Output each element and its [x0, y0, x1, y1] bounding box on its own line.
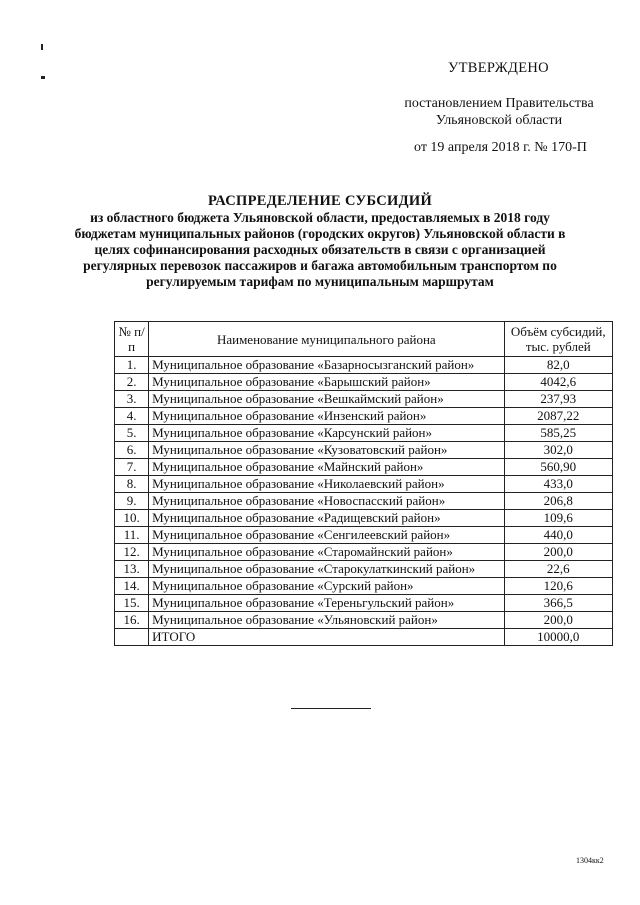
row-value: 200,0 — [504, 612, 612, 629]
row-num: 4. — [115, 408, 149, 425]
row-num: 16. — [115, 612, 149, 629]
row-name: Муниципальное образование «Барышский район» — [149, 374, 504, 391]
row-name: Муниципальное образование «Новоспасский район» — [149, 493, 504, 510]
table-row — [115, 357, 613, 374]
total-label: ИТОГО — [149, 629, 504, 646]
row-name: Муниципальное образование «Базарносызганский район» — [149, 357, 504, 374]
table-row — [115, 578, 613, 595]
row-name: Муниципальное образование «Старокулаткинский район» — [149, 561, 504, 578]
table-row — [115, 595, 613, 612]
row-value: 206,8 — [504, 493, 612, 510]
table-row — [115, 493, 613, 510]
table-body — [115, 357, 613, 629]
row-value: 200,0 — [504, 544, 612, 561]
table-row — [115, 476, 613, 493]
title-main: РАСПРЕДЕЛЕНИЕ СУБСИДИЙ — [207, 193, 433, 209]
row-value: 237,93 — [504, 391, 612, 408]
table-row — [115, 391, 613, 408]
row-num: 12. — [115, 544, 149, 561]
row-name: Муниципальное образование «Сенгилеевский район» — [149, 527, 504, 544]
document-code: 1304кк2 — [576, 856, 604, 865]
resolution-date: от 19 апреля 2018 г. № 170-П — [414, 140, 587, 155]
header-value: Объём субсидий, тыс. рублей — [504, 322, 612, 357]
row-value: 366,5 — [504, 595, 612, 612]
row-value: 22,6 — [504, 561, 612, 578]
table-row — [115, 425, 613, 442]
row-name: Муниципальное образование «Инзенский район» — [149, 408, 504, 425]
row-num: 10. — [115, 510, 149, 527]
table-row — [115, 374, 613, 391]
row-name: Муниципальное образование «Карсунский район» — [149, 425, 504, 442]
row-name: Муниципальное образование «Радищевский район» — [149, 510, 504, 527]
row-value: 2087,22 — [504, 408, 612, 425]
table-row — [115, 544, 613, 561]
row-num: 7. — [115, 459, 149, 476]
title-subtitle: из областного бюджета Ульяновской области, предоставляемых в 2018 году бюджетам муниципальных районов (городских округов) Ульяновской области в целях софинансирования расходных обязательств в связи с организацией регулярных перевозок пассажиров и багажа автомобильным транспортом по регулируемым тарифам по муниципальным маршрутам — [74, 210, 566, 289]
row-value: 302,0 — [504, 442, 612, 459]
row-num: 11. — [115, 527, 149, 544]
row-num: 13. — [115, 561, 149, 578]
row-num: 9. — [115, 493, 149, 510]
row-name: Муниципальное образование «Старомайнский район» — [149, 544, 504, 561]
row-name: Муниципальное образование «Тереньгульский район» — [149, 595, 504, 612]
row-num: 6. — [115, 442, 149, 459]
row-value: 433,0 — [504, 476, 612, 493]
total-value: 10000,0 — [504, 629, 612, 646]
table-header-row — [115, 322, 613, 357]
table-row — [115, 442, 613, 459]
row-num: 14. — [115, 578, 149, 595]
closing-rule — [291, 708, 371, 709]
row-num: 1. — [115, 357, 149, 374]
resolution-line-2: Ульяновской области — [435, 113, 563, 128]
resolution-reference — [374, 95, 624, 129]
row-value: 120,6 — [504, 578, 612, 595]
table-row — [115, 510, 613, 527]
margin-mark — [41, 76, 45, 79]
row-name: Муниципальное образование «Майнский район» — [149, 459, 504, 476]
row-num: 5. — [115, 425, 149, 442]
row-num: 8. — [115, 476, 149, 493]
approval-stamp: УТВЕРЖДЕНО — [448, 60, 549, 76]
table-row — [115, 561, 613, 578]
header-name: Наименование муниципального района — [149, 322, 504, 357]
table-row — [115, 612, 613, 629]
margin-mark — [41, 44, 43, 50]
table-row — [115, 408, 613, 425]
header-num: № п/п — [115, 322, 149, 357]
table-row — [115, 527, 613, 544]
total-num-cell — [115, 629, 149, 646]
row-value: 560,90 — [504, 459, 612, 476]
resolution-line-1: постановлением Правительства — [404, 96, 594, 111]
row-value: 440,0 — [504, 527, 612, 544]
total-row — [115, 629, 613, 646]
row-name: Муниципальное образование «Вешкаймский район» — [149, 391, 504, 408]
document-title — [60, 192, 580, 290]
row-name: Муниципальное образование «Сурский район» — [149, 578, 504, 595]
row-name: Муниципальное образование «Ульяновский район» — [149, 612, 504, 629]
row-value: 585,25 — [504, 425, 612, 442]
row-num: 3. — [115, 391, 149, 408]
row-value: 4042,6 — [504, 374, 612, 391]
row-num: 2. — [115, 374, 149, 391]
row-num: 15. — [115, 595, 149, 612]
subsidy-table — [114, 321, 613, 646]
row-name: Муниципальное образование «Николаевский район» — [149, 476, 504, 493]
row-value: 109,6 — [504, 510, 612, 527]
row-value: 82,0 — [504, 357, 612, 374]
table-row — [115, 459, 613, 476]
row-name: Муниципальное образование «Кузоватовский район» — [149, 442, 504, 459]
